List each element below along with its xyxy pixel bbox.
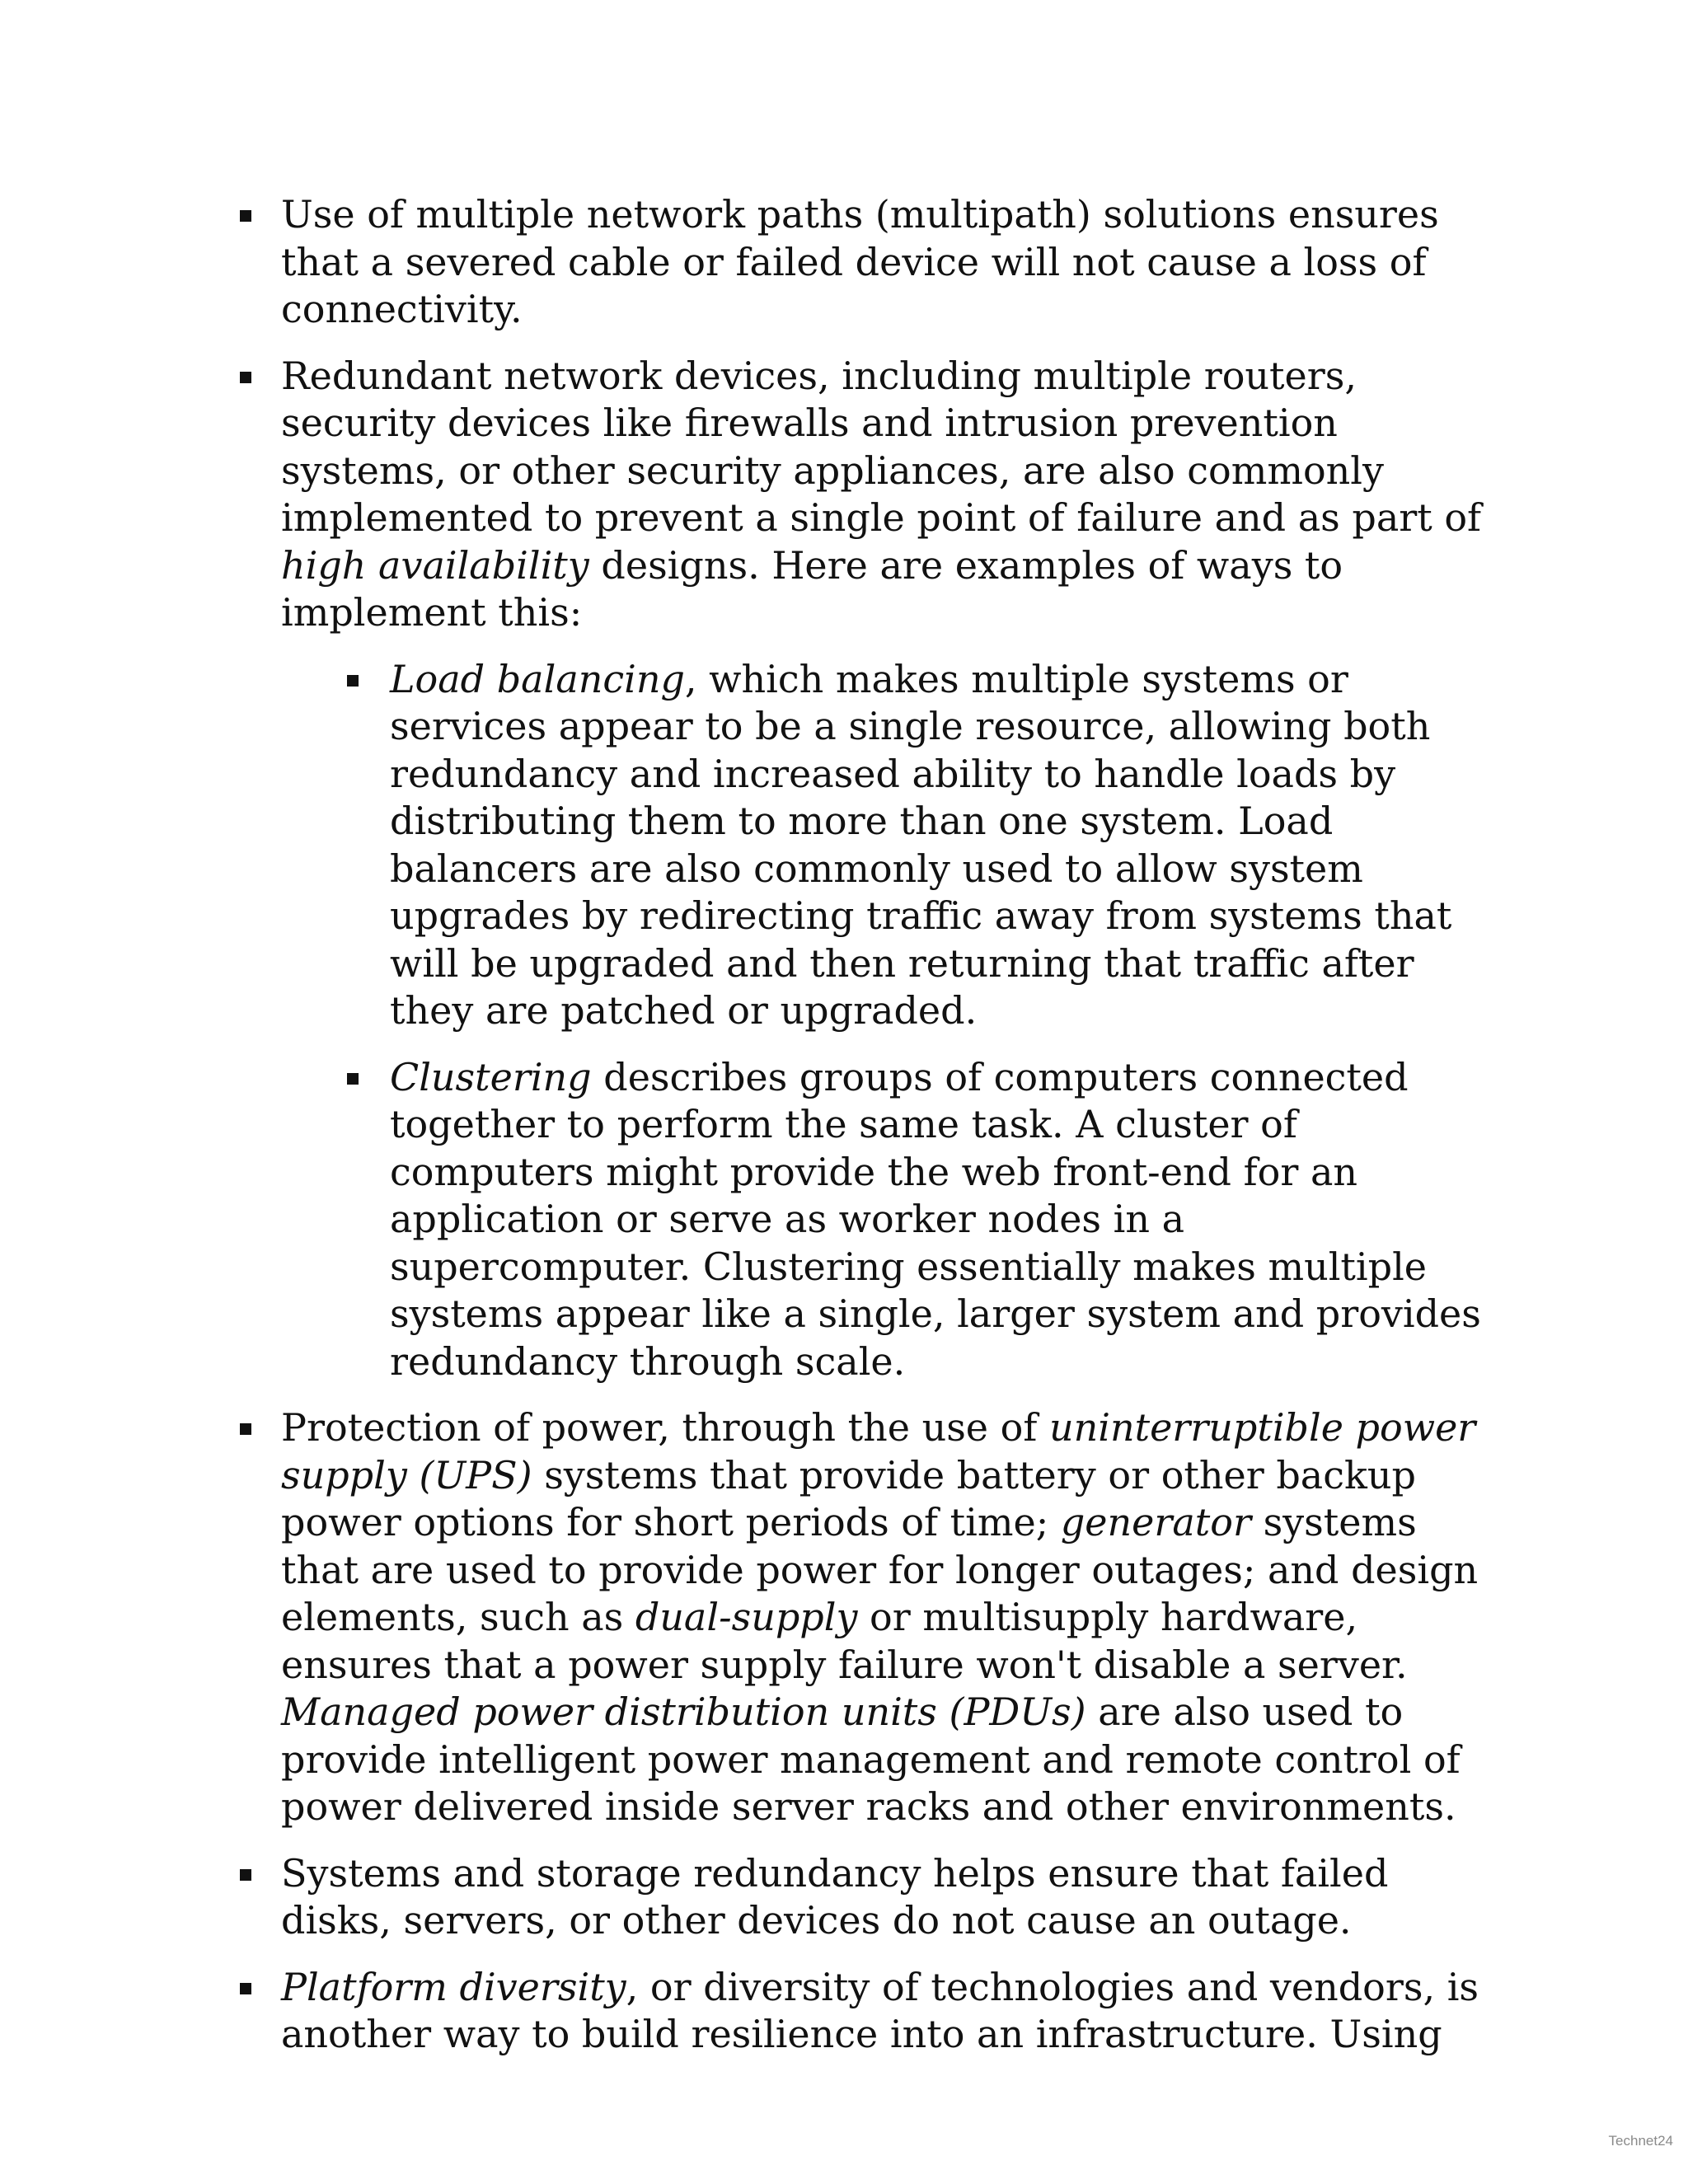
item-text: , or diversity of technologies and vendors, is another way to build resilience into an infrastructure. Using [281, 1964, 1479, 2056]
sub-item-load-balancing [344, 656, 1488, 1035]
square-bullet-icon [240, 1423, 251, 1435]
list-item-platform-diversity [235, 1964, 1488, 2059]
sub-item-clustering [344, 1054, 1488, 1386]
item-emphasis: Managed power distribution units (PDUs) [281, 1690, 1086, 1734]
item-text: Systems and storage redundancy helps ensure that failed disks, servers, or other devices do not cause an outage. [281, 1850, 1389, 1943]
item-emphasis: Platform diversity [281, 1964, 626, 2009]
item-text: , which makes multiple systems or services appear to be a single resource, allowing both redundancy and increased ability to handle loads by distributing them to more than one system. Load balancers are also commonly used to allow system upgrades by redirecting traffic away from systems that will be upgraded and then returning that traffic after they are patched or upgraded. [390, 656, 1452, 1033]
document-page [235, 191, 1488, 2078]
item-emphasis: high availability [281, 542, 589, 588]
list-item-power-protection [235, 1404, 1488, 1831]
list-item-multipath [235, 191, 1488, 334]
item-emphasis: dual-supply [635, 1595, 858, 1639]
list-item-redundant-devices [235, 353, 1488, 1386]
item-text: or multisupply hardware, ensures that a power supply failure won't disable a server. [281, 1595, 1408, 1687]
square-bullet-icon [240, 1983, 251, 1994]
item-text: Use of multiple network paths (multipath) solutions ensures that a severed cable or failed device will not cause a loss of connectivity. [281, 192, 1439, 331]
item-emphasis: Clustering [390, 1054, 592, 1099]
item-emphasis: uninterruptible power supply (UPS) [281, 1405, 1476, 1497]
square-bullet-icon [347, 675, 359, 687]
item-text: systems that provide battery or other backup power options for short periods of time; [281, 1452, 1416, 1544]
item-text: describes groups of computers connected together to perform the same task. A cluster of computers might provide the web front-end for an application or serve as worker nodes in a supercomputer. Clustering essentially makes multiple systems appear like a single, larger system and provides redundancy through scale. [390, 1054, 1481, 1384]
watermark: Technet24 [1608, 2133, 1673, 2149]
item-emphasis: Load balancing [390, 656, 685, 701]
item-text: designs. Here are examples of ways to implement this: [281, 542, 1343, 635]
square-bullet-icon [240, 372, 251, 383]
square-bullet-icon [347, 1073, 359, 1085]
list-item-storage-redundancy [235, 1850, 1488, 1945]
bullet-list [235, 191, 1488, 2059]
square-bullet-icon [240, 1869, 251, 1881]
item-text: Redundant network devices, including multiple routers, security devices like firewalls and intrusion prevention systems, or other security appliances, are also commonly implemented to prevent a single point of failure and as part of [281, 353, 1482, 540]
square-bullet-icon [240, 210, 251, 222]
sub-bullet-list [281, 656, 1488, 1386]
item-text: are also used to provide intelligent power management and remote control of power delivered inside server racks and other environments. [281, 1690, 1461, 1829]
item-text: Protection of power, through the use of [281, 1405, 1049, 1450]
item-text: systems that are used to provide power for longer outages; and design elements, such as [281, 1500, 1479, 1639]
item-emphasis: generator [1060, 1500, 1251, 1544]
